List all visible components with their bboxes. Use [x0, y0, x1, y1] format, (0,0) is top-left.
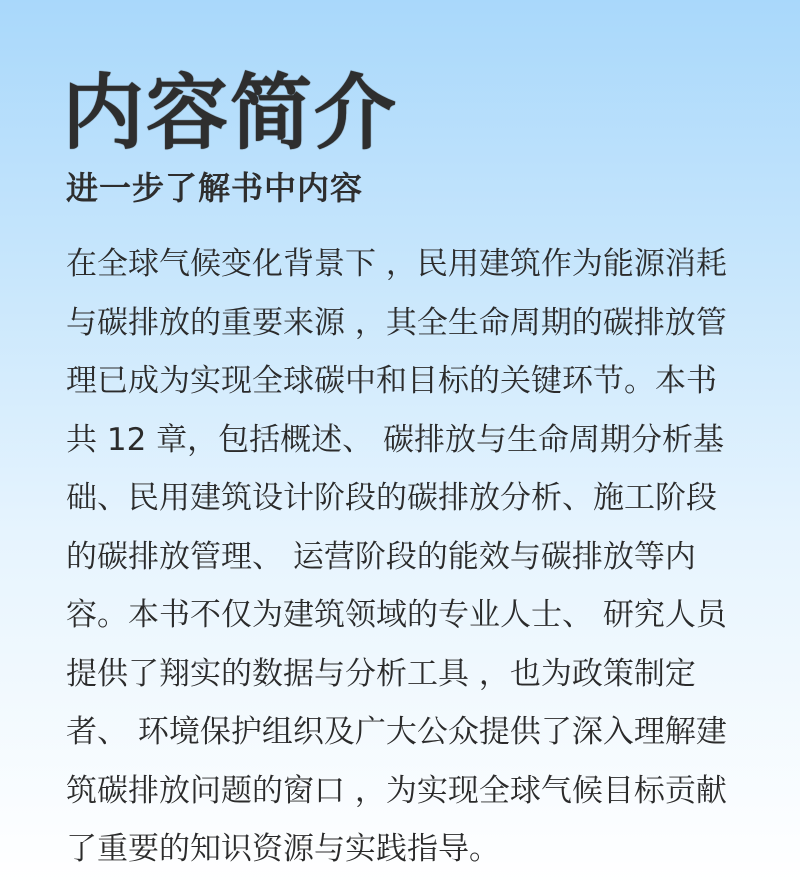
- paragraph-line: 者、 环境保护组织及广大公众提供了深入理解建: [66, 714, 727, 750]
- paragraph-line: 础、民用建筑设计阶段的碳排放分析、施工阶段: [66, 480, 717, 516]
- paragraph-line: 共 12 章，包括概述、 碳排放与生命周期分析基: [66, 421, 725, 458]
- paragraph-line: 与碳排放的重要来源 ，其全生命周期的碳排放管: [66, 304, 727, 341]
- paragraph-line: 提供了翔实的数据与分析工具 ，也为政策制定: [66, 655, 696, 692]
- paragraph-line: 容。本书不仅为建筑领域的专业人士、 研究人员: [66, 597, 727, 633]
- paragraph-line: 在全球气候变化背景下 ，民用建筑作为能源消耗: [66, 246, 727, 282]
- paragraph-line: 的碳排放管理、 运营阶段的能效与碳排放等内: [66, 538, 696, 575]
- paragraph-line: 了重要的知识资源与实践指导。: [66, 831, 500, 867]
- page-title: 内容简介: [62, 66, 399, 161]
- page-subtitle: 进一步了解书中内容: [66, 169, 364, 207]
- paragraph-line: 理已成为实现全球碳中和目标的关键环节。本书: [66, 363, 717, 399]
- paragraph-line: 筑碳排放问题的窗口 ，为实现全球气候目标贡献: [66, 772, 727, 809]
- intro-paragraph: [66, 235, 746, 879]
